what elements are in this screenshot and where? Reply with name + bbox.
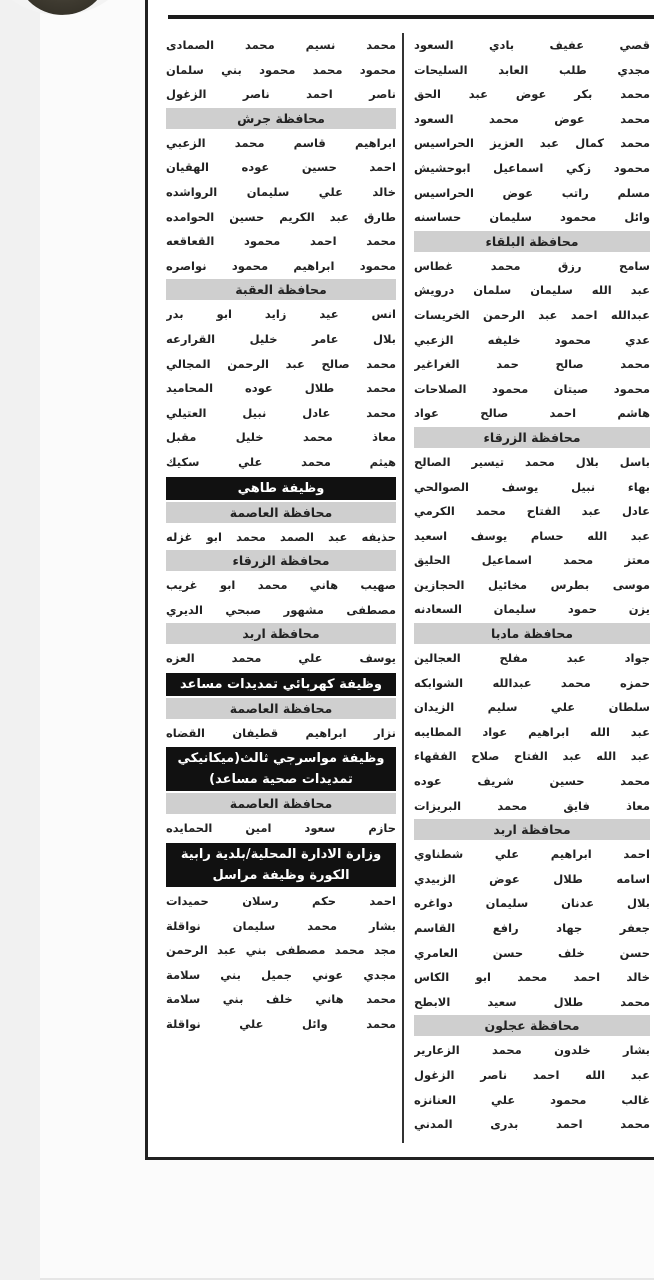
governorate-header: محافظة البلقاء	[414, 231, 650, 252]
name-entry: محمود ابراهيم محمود نواصره	[166, 258, 396, 273]
governorate-header: محافظة العقبة	[166, 279, 396, 300]
governorate-header: محافظة اربد	[414, 819, 650, 840]
name-entry: مصطفى مشهور صبحي الديري	[166, 602, 396, 617]
left-column	[166, 33, 396, 1037]
name-entry: هيثم محمد علي سكيك	[166, 454, 396, 469]
name-entry: هاشم احمد صالح عواد	[414, 406, 650, 421]
name-entry: طارق عبد الكريم حسين الحوامده	[166, 209, 396, 224]
governorate-header: محافظة العاصمة	[166, 502, 396, 523]
governorate-header: محافظة العاصمة	[166, 793, 396, 814]
name-entry: محمد صالح حمد الغراغير	[414, 357, 650, 372]
governorate-header: محافظة اربد	[166, 623, 396, 644]
name-entry: جعفر جهاد رافع القاسم	[414, 921, 650, 935]
name-entry: محمود محمد محمود بني سلمان	[166, 62, 396, 77]
name-entry: عبد الله عبد الفتاح صلاح الفقهاء	[414, 749, 650, 764]
name-entry: معتز محمد اسماعيل الحليق	[414, 553, 650, 568]
name-entry: موسى بطرس مخائيل الحجازين	[414, 577, 650, 592]
governorate-header: محافظة مادبا	[414, 623, 650, 644]
name-entry: عدي محمود خليفه الزعبي	[414, 332, 650, 347]
name-entry: محمد حسين شريف عوده	[414, 774, 650, 789]
name-entry: ابراهيم قاسم محمد الزعبي	[166, 135, 396, 150]
name-entry: محمد احمد محمود القعاقعه	[166, 234, 396, 249]
job-title-header: وظيفة مواسرجي ثالث(ميكانيكي تمديدات صحية مساعد)	[166, 747, 396, 791]
name-entry: ناصر احمد ناصر الزغول	[166, 87, 396, 102]
name-entry: بشار خلدون محمد الزعارير	[414, 1043, 650, 1058]
name-entry: عبد الله ابراهيم عواد المطايبه	[414, 724, 650, 739]
name-entry: انس عيد زايد ابو بدر	[166, 307, 396, 322]
name-entry: سامح رزق محمد غطاس	[414, 258, 650, 273]
right-column	[414, 33, 650, 1137]
name-entry: محمد طلال سعيد الابطح	[414, 994, 650, 1009]
name-entry: احمد حكم رسلان حميدات	[166, 894, 396, 909]
name-entry: محمد وائل علي نواقلة	[166, 1017, 396, 1032]
name-entry: حذيفه عبد الصمد محمد ابو غزله	[166, 529, 396, 544]
name-entry: خالد علي سليمان الرواشده	[166, 184, 396, 199]
name-entry: حمزه محمد عبدالله الشوابكه	[414, 675, 650, 690]
name-entry: محمد طلال عوده المحاميد	[166, 381, 396, 396]
name-entry: وائل محمود سليمان حساسنه	[414, 210, 650, 225]
name-entry: محمد احمد بدرى المدني	[414, 1117, 650, 1132]
name-entry: عبد الله احمد ناصر الزغول	[414, 1067, 650, 1082]
name-entry: عبد الله حسام يوسف اسعيد	[414, 528, 650, 543]
name-entry: بشار محمد سليمان نواقلة	[166, 918, 396, 933]
name-entry: محمد نسيم محمد الصمادى	[166, 38, 396, 52]
left-margin-strip	[0, 0, 40, 1280]
job-title-header: وظيفة كهربائي تمديدات مساعد	[166, 673, 396, 696]
name-entry: احمد ابراهيم علي شطناوي	[414, 847, 650, 862]
name-entry: محمد عادل نبيل العتيلي	[166, 405, 396, 420]
name-entry: مجدي طلب العابد السليحات	[414, 62, 650, 77]
name-entry: محمد كمال عبد العزيز الحراسيس	[414, 136, 650, 151]
newspaper-page	[145, 0, 654, 1160]
name-entry: باسل بلال محمد تيسير الصالح	[414, 454, 650, 469]
name-entry: سلطان علي سليم الزيدان	[414, 700, 650, 715]
name-entry: عادل عبد الفتاح محمد الكرمي	[414, 504, 650, 519]
governorate-header: محافظة عجلون	[414, 1015, 650, 1036]
name-entry: عبد الله سليمان سلمان درويش	[414, 283, 650, 298]
name-entry: محمد بكر عوض عبد الحق	[414, 87, 650, 102]
name-entry: محمد صالح عبد الرحمن المجالي	[166, 356, 396, 371]
job-title-header: وظيفة طاهي	[166, 477, 396, 500]
name-entry: محمد هاني خلف بني سلامة	[166, 992, 396, 1007]
name-entry: نزار ابراهيم قطيفان القضاه	[166, 725, 396, 740]
name-entry: بلال عامر خليل القرارعه	[166, 331, 396, 346]
governorate-header: محافظة الزرقاء	[166, 550, 396, 571]
name-entry: جواد عبد مفلح العجالين	[414, 651, 650, 666]
name-entry: غالب محمود علي العنانزه	[414, 1092, 650, 1107]
name-entry: بلال عدنان سليمان دواغره	[414, 896, 650, 911]
name-entry: احمد حسين عوده الهقيان	[166, 160, 396, 175]
name-entry: مجدي عوني جميل بني سلامة	[166, 967, 396, 982]
name-entry: مسلم راتب عوض الحراسيس	[414, 185, 650, 200]
name-entry: معاذ محمد خليل مقبل	[166, 430, 396, 445]
job-title-header: وزارة الادارة المحلية/بلدية رابية الكورة وظيفة مراسل	[166, 843, 396, 887]
top-rule	[168, 15, 654, 19]
name-entry: معاذ فايق محمد البريزات	[414, 798, 650, 813]
name-entry: خالد احمد محمد ابو الكاس	[414, 970, 650, 985]
name-entry: اسامه طلال عوض الزبيدي	[414, 871, 650, 886]
name-entry: قصي عفيف بادي السعود	[414, 38, 650, 52]
governorate-header: محافظة العاصمة	[166, 698, 396, 719]
name-entry: محمود صيتان محمود الصلاحات	[414, 381, 650, 396]
name-entry: حازم سعود امين الحمايده	[166, 821, 396, 836]
name-entry: محمد عوض محمد السعود	[414, 111, 650, 126]
name-entry: حسن خلف حسن العامري	[414, 945, 650, 960]
name-entry: يوسف علي محمد العزه	[166, 651, 396, 666]
name-entry: صهيب هاني محمد ابو غريب	[166, 578, 396, 593]
governorate-header: محافظة الزرقاء	[414, 427, 650, 448]
name-entry: عبدالله احمد عبد الرحمن الخريسات	[414, 307, 650, 322]
governorate-header: محافظة جرش	[166, 108, 396, 129]
column-divider	[402, 33, 404, 1143]
name-entry: مجد محمد مصطفى بني عبد الرحمن	[166, 943, 396, 958]
name-entry: يزن حمود سليمان السعادنه	[414, 602, 650, 617]
name-entry: محمود زكي اسماعيل ابوحشيش	[414, 160, 650, 175]
name-entry: بهاء نبيل يوسف الصوالحي	[414, 479, 650, 494]
